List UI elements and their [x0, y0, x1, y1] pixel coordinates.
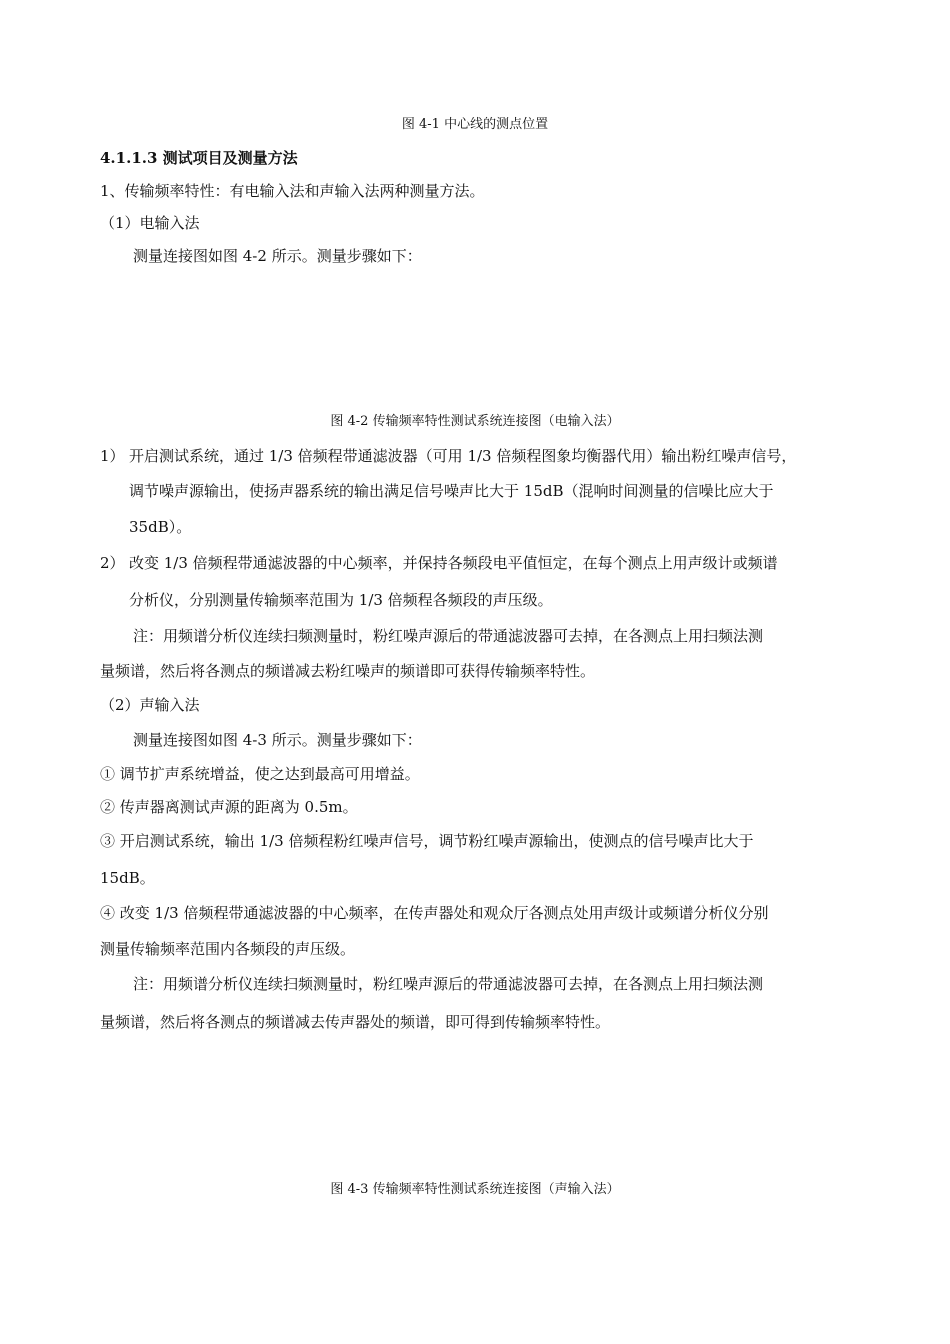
- electric-step1-line1: 开启测试系统，通过 1/3 倍频程带通滤波器（可用 1/3 倍频程图象均衡器代用）输出粉红噪声信号，: [129, 447, 797, 465]
- electric-note-line2: 量频谱，然后将各测点的频谱减去粉红噪声的频谱即可获得传输频率特性。: [100, 662, 596, 680]
- electric-step2-number: 2）: [100, 554, 125, 572]
- acoustic-step1: ① 调节扩声系统增益，使之达到最高可用增益。: [100, 765, 420, 783]
- acoustic-step4-line1: ④ 改变 1/3 倍频程带通滤波器的中心频率，在传声器处和观众厅各测点处用声级计或频谱分析仪分别: [100, 904, 769, 922]
- acoustic-note-line2: 量频谱，然后将各测点的频谱减去传声器处的频谱，即可得到传输频率特性。: [100, 1013, 611, 1031]
- electric-input-title: （1）电输入法: [100, 214, 200, 232]
- acoustic-note-line1: 注：用频谱分析仪连续扫频测量时，粉红噪声源后的带通滤波器可去掉，在各测点上用扫频法测: [133, 975, 764, 993]
- electric-step1-line3: 35dB）。: [129, 518, 192, 536]
- figure-4-2-caption: 图 4-2 传输频率特性测试系统连接图（电输入法）: [330, 414, 620, 429]
- acoustic-step3-line2: 15dB。: [100, 869, 155, 887]
- acoustic-step3-line1: ③ 开启测试系统，输出 1/3 倍频程粉红噪声信号，调节粉红噪声源输出，使测点的信号噪声比大于: [100, 832, 754, 850]
- section-heading: 4.1.1.3 测试项目及测量方法: [100, 149, 298, 167]
- figure-4-3-caption: 图 4-3 传输频率特性测试系统连接图（声输入法）: [330, 1182, 620, 1197]
- acoustic-input-lead: 测量连接图如图 4-3 所示。测量步骤如下：: [133, 731, 422, 749]
- electric-step2-line2: 分析仪，分别测量传输频率范围为 1/3 倍频程各频段的声压级。: [129, 591, 553, 609]
- electric-input-lead: 测量连接图如图 4-2 所示。测量步骤如下：: [133, 247, 422, 265]
- electric-note-line1: 注：用频谱分析仪连续扫频测量时，粉红噪声源后的带通滤波器可去掉，在各测点上用扫频法测: [133, 627, 764, 645]
- electric-step1-number: 1）: [100, 447, 125, 465]
- figure-4-2-placeholder: [100, 272, 850, 407]
- acoustic-input-title: （2）声输入法: [100, 696, 200, 714]
- electric-step1-line2: 调节噪声源输出，使扬声器系统的输出满足信号噪声比大于 15dB（混响时间测量的信噪比应大于: [129, 482, 774, 500]
- acoustic-step2: ② 传声器离测试声源的距离为 0.5m。: [100, 798, 358, 816]
- figure-4-3-placeholder: [100, 1040, 850, 1175]
- electric-step2-line1: 改变 1/3 倍频程带通滤波器的中心频率，并保持各频段电平值恒定，在每个测点上用声级计或频谱: [129, 554, 778, 572]
- figure-4-1-caption: 图 4-1 中心线的测点位置: [401, 117, 549, 132]
- acoustic-step4-line2: 测量传输频率范围内各频段的声压级。: [100, 940, 356, 958]
- section-intro: 1、传输频率特性：有电输入法和声输入法两种测量方法。: [100, 182, 485, 200]
